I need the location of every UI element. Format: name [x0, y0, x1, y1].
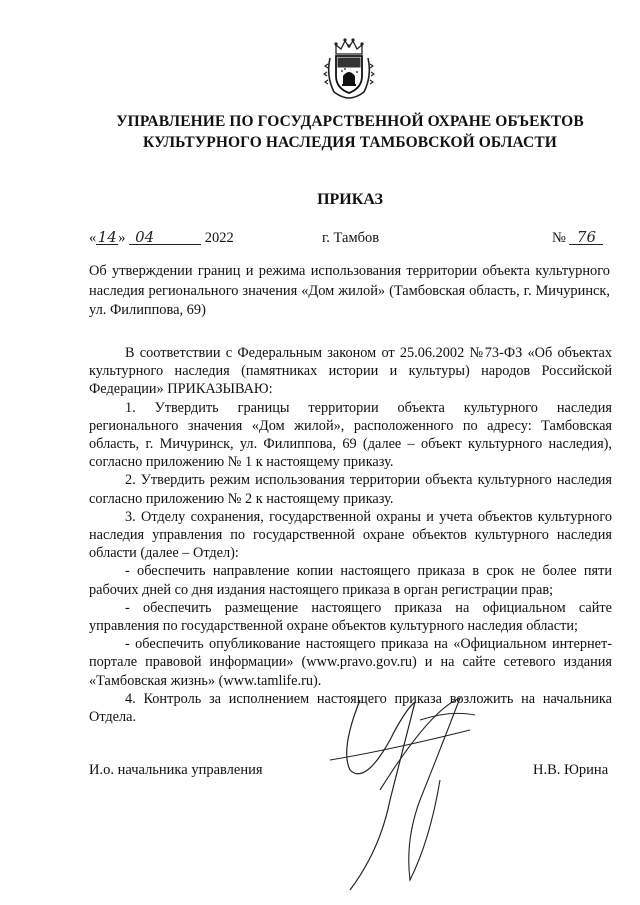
signatory-position: И.о. начальника управления	[89, 762, 263, 778]
organization-name-line-1: УПРАВЛЕНИЕ ПО ГОСУДАРСТВЕННОЙ ОХРАНЕ ОБЪЕКТОВ	[116, 113, 584, 130]
number-value: 76	[569, 230, 603, 245]
date-month: 04	[129, 230, 201, 245]
date-open-quote: «	[89, 230, 97, 246]
paragraph-item-3-sub-2: - обеспечить размещение настоящего приказа на официальном сайте управления по государственной охране объектов культурного наследия области;	[89, 599, 612, 635]
date-day: 14	[97, 228, 117, 246]
paragraph-item-1: 1. Утвердить границы территории объекта культурного наследия регионального значения «Дом жилой», расположенного по адресу: Тамбовская область, г. Мичуринск, ул. Филиппова, 69 (далее – объект культурного наследия), согласно приложению № 1 к настоящему приказу.	[89, 399, 612, 471]
paragraph-item-2: 2. Утвердить режим использования территории объекта культурного наследия согласно приложению № 2 к настоящему приказу.	[89, 472, 612, 507]
order-subject: Об утверждении границ и режима использования территории объекта культурного наследия регионального значения «Дом жилой» (Тамбовская область, г. Мичуринск, ул. Филиппова, 69)	[89, 263, 610, 318]
document-type-title: ПРИКАЗ	[317, 191, 383, 208]
organization-name-line-2: КУЛЬТУРНОГО НАСЛЕДИЯ ТАМБОВСКОЙ ОБЛАСТИ	[143, 134, 557, 151]
signatory-name: Н.В. Юрина	[533, 762, 609, 778]
date-year: 2022	[204, 230, 234, 246]
number-sign: №	[552, 230, 566, 246]
signature-icon	[320, 690, 480, 900]
paragraph-item-3-sub-1: - обеспечить направление копии настоящего приказа в срок не более пяти рабочих дней со дня издания настоящего приказа в орган регистрации прав;	[89, 563, 612, 598]
document-date	[89, 230, 234, 247]
paragraph-item-3: 3. Отделу сохранения, государственной охраны и учета объектов культурного наследия управления по государственной охране объектов культурного наследия области (далее – Отдел):	[89, 508, 612, 562]
document-city: г. Тамбов	[322, 230, 380, 246]
order-body	[89, 344, 612, 726]
paragraph-item-3-sub-3: - обеспечить опубликование настоящего приказа на «Официальном интернет-портале правовой информации» (www.pravo.gov.ru) и на сайте сетевого издания «Тамбовская жизнь» (www.tamlife.ru).	[89, 636, 612, 689]
organization-header	[70, 111, 630, 153]
paragraph-preamble: В соответствии с Федеральным законом от 25.06.2002 №73-ФЗ «Об объектах культурного наследия (памятниках истории и культуры) народов Российской Федерации» ПРИКАЗЫВАЮ:	[89, 345, 612, 398]
date-close-quote: »	[118, 230, 126, 246]
paragraph-item-4: 4. Контроль за исполнением настоящего приказа возложить на начальника Отдела.	[89, 690, 612, 726]
document-number	[552, 230, 603, 247]
coat-of-arms-icon	[322, 36, 376, 100]
